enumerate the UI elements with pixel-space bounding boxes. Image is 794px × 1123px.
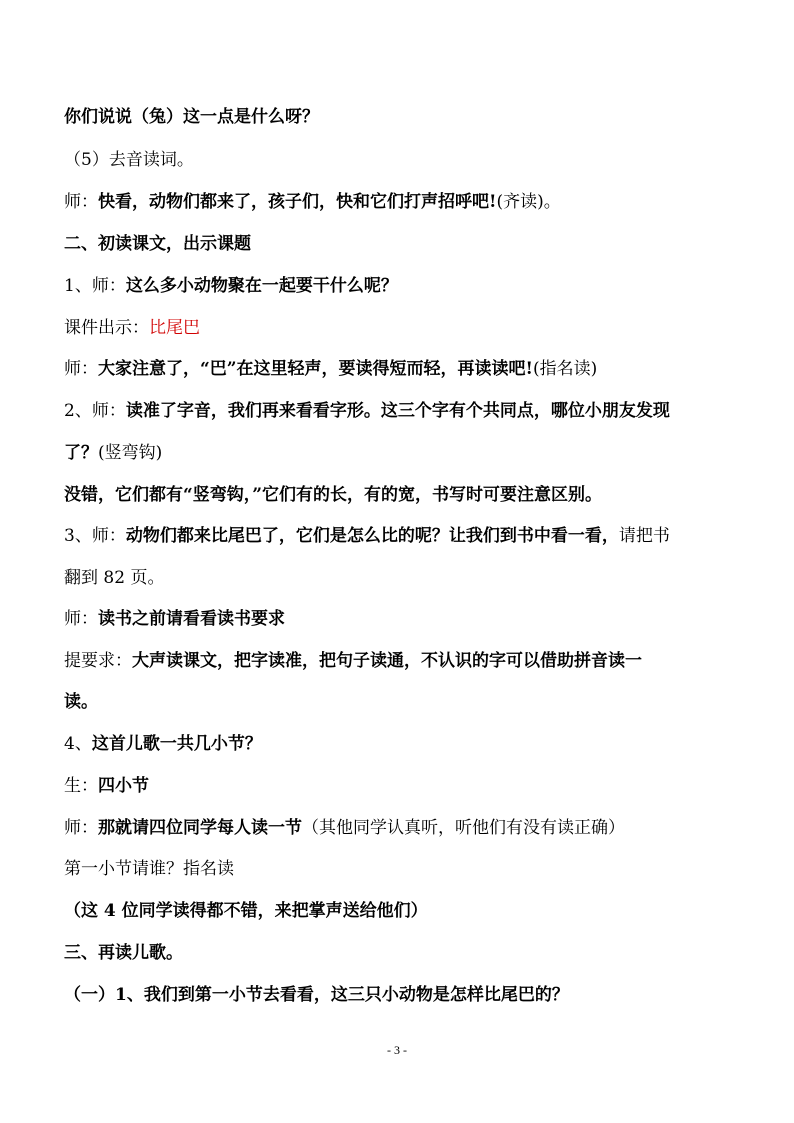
text-line: 1、师：这么多小动物聚在一起要干什么呢？ [64,276,398,296]
text-line: （一）1、我们到第一小节去看看，这三只小动物是怎样比尾巴的？ [64,985,569,1005]
text-line: 4、这首儿歌一共几小节？ [64,734,262,754]
text-line: 生：四小节 [64,776,149,796]
section-heading: 二、初读课文，出示课题 [64,234,251,254]
text-line: 师：快看，动物们都来了，孩子们，快和它们打声招呼吧!(齐读)。 [64,192,561,212]
lesson-title: 比尾巴 [149,318,200,338]
section-heading: 三、再读儿歌。 [64,943,183,963]
text-line: 师：读书之前请看看读书要求 [64,609,285,629]
text-line: 了？(竖弯钩) [64,443,163,463]
text-line: 第一小节请谁？指名读 [64,859,234,879]
text-line: 师：那就请四位同学每人读一节（其他同学认真听，听他们有没有读正确） [64,818,625,838]
text-line: 2、师：读准了字音，我们再来看看字形。这三个字有个共同点，哪位小朋友发现 [64,401,670,421]
text-line: 读。 [64,692,98,712]
text-line: 提要求：大声读课文，把字读准，把句子读通，不认识的字可以借助拼音读一 [64,651,642,671]
text-line: （5）去音读词。 [64,150,194,170]
text-line: （这 4 位同学读得都不错，来把掌声送给他们） [64,901,428,921]
text-line: 你们说说（兔）这一点是什么呀？ [64,107,319,127]
text-line: 3、师：动物们都来比尾巴了，它们是怎么比的呢？让我们到书中看一看，请把书 [64,526,670,546]
text-line: 师：大家注意了，“巴”在这里轻声，要读得短而轻，再读读吧!(指名读) [64,359,598,379]
text-line: 翻到 82 页。 [64,568,165,588]
page-number: - 3 - [387,1043,407,1057]
text-line: 课件出示：比尾巴 [64,318,200,338]
text-line: 没错，它们都有“竖弯钩，”它们有的长，有的宽，书写时可要注意区别。 [64,485,603,505]
